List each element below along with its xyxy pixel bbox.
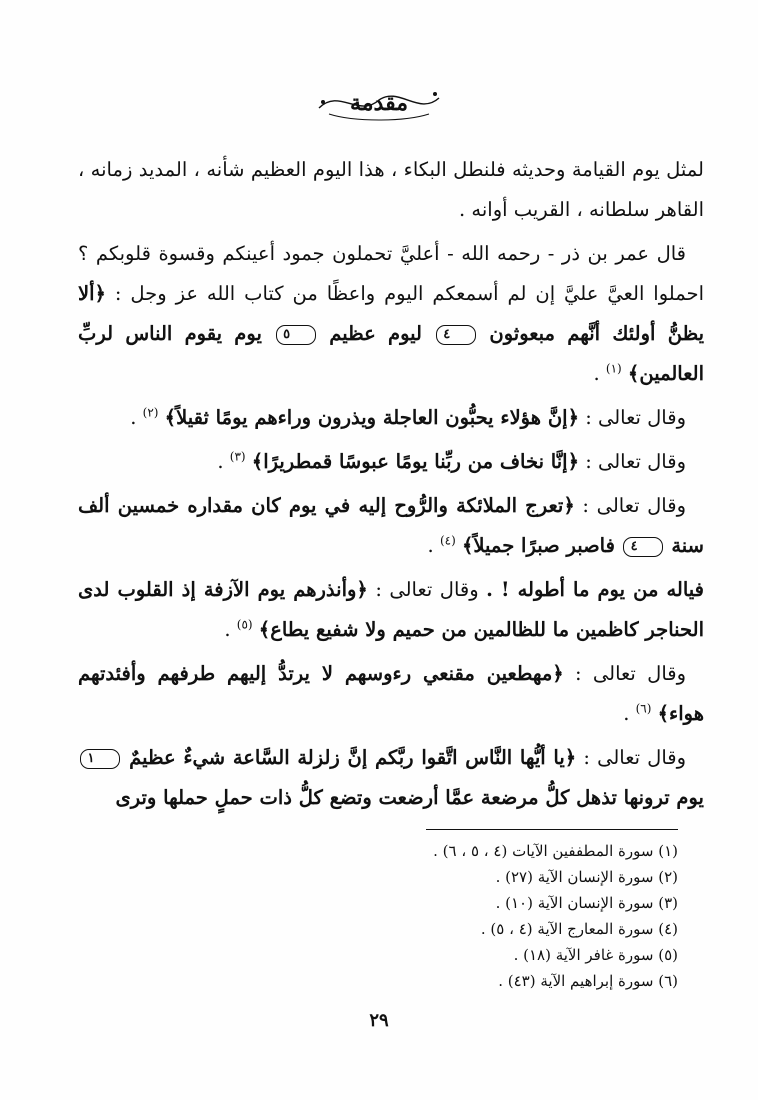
header-ornament <box>309 78 449 126</box>
paragraph-text: قال عمر بن ذر - رحمه الله - أعليَّ تحملون جمود أعينكم وقسوة قلوبكم ؟ احملوا العيَّ عليَّ إن لم أسمعكم اليوم واعظًا من كتاب الله عز وجل : <box>78 242 704 305</box>
footnote-2: (٢) سورة الإنسان الآية (٢٧) . <box>495 868 678 886</box>
quran-verse: ﴿ألا يظنُّ أولئك أنَّهم مبعوثون <box>78 282 704 345</box>
quran-verse: يوم ترونها تذهل كلُّ مرضعة عمَّا أرضعت وتضع كلُّ ذات حملٍ حملها وترى <box>115 786 704 809</box>
quran-verse: ﴿إنَّ هؤلاء يحبُّون العاجلة ويذرون وراءهم يومًا ثقيلاً﴾ <box>164 406 579 429</box>
footnote-divider <box>426 829 678 830</box>
page-number: ٢٩ <box>369 1010 389 1031</box>
quran-verse: يوم يقوم الناس لربِّ العالمين﴾ <box>78 322 704 385</box>
paragraph-4 <box>78 442 704 482</box>
quran-verse: ﴿وأنذرهم يوم الآزفة إذ القلوب لدى الحناجر كاظمين ما للظالمين من حميم ولا شفيع يطاع﴾ <box>78 578 704 641</box>
paragraph-8 <box>78 738 704 818</box>
footnote-reference: (٥) <box>236 617 253 632</box>
quran-verse: ﴿تعرج الملائكة والرُّوح إليه في يوم كان مقداره خمسين ألف سنة <box>78 494 704 557</box>
footnote-reference: (٦) <box>635 701 652 716</box>
punctuation: . <box>427 534 434 557</box>
paragraph-3 <box>78 398 704 438</box>
header-title: مقدمة <box>349 90 409 116</box>
ayah-number-marker: ٤ <box>436 325 476 345</box>
paragraph-text: وقال تعالى : <box>585 406 686 429</box>
quran-verse: ﴿إنَّا نخاف من ربِّنا يومًا عبوسًا قمطريرًا﴾ <box>251 450 579 473</box>
footnote-reference: (١) <box>605 361 622 376</box>
quran-verse: ﴿يا أيُّها النَّاس اتَّقوا ربَّكم إنَّ زلزلة السَّاعة شيءٌ عظيمٌ <box>129 746 577 769</box>
paragraph-text: وقال تعالى : <box>575 662 686 685</box>
punctuation: . <box>593 362 600 385</box>
punctuation: . <box>130 406 137 429</box>
paragraph-7 <box>78 654 704 734</box>
footnote-reference: (٢) <box>142 405 159 420</box>
ayah-number-marker: ٥ <box>276 325 316 345</box>
footnote-5: (٥) سورة غافر الآية (١٨) . <box>513 946 678 964</box>
main-text <box>78 150 704 822</box>
paragraph-text: وقال تعالى : <box>582 494 686 517</box>
paragraph-6 <box>78 570 704 650</box>
paragraph-text: لمثل يوم القيامة وحديثه فلنطل البكاء ، هذا اليوم العظيم شأنه ، المديد زمانه ، القاهر سلطانه ، القريب أوانه . <box>78 158 704 221</box>
footnote-reference: (٤) <box>439 533 456 548</box>
paragraph-text: وقال تعالى : <box>585 450 686 473</box>
paragraph-text: وقال تعالى : <box>583 746 687 769</box>
punctuation: . <box>217 450 224 473</box>
footnote-6: (٦) سورة إبراهيم الآية (٤٣) . <box>498 972 678 990</box>
footnotes <box>300 838 678 994</box>
footnote-1: (١) سورة المطففين الآيات (٤ ، ٥ ، ٦) . <box>433 842 678 860</box>
footnote-4: (٤) سورة المعارج الآية (٤ ، ٥) . <box>480 920 678 938</box>
paragraph-1 <box>78 150 704 230</box>
punctuation: . <box>224 618 231 641</box>
quran-verse: ليوم عظيم <box>329 322 422 345</box>
punctuation: . <box>623 702 630 725</box>
ayah-number-marker: ١ <box>80 749 120 769</box>
ayah-number-marker: ٤ <box>623 537 663 557</box>
paragraph-5 <box>78 486 704 566</box>
emphasis-text: فياله من يوم ما أطوله ! . <box>486 578 704 601</box>
footnote-reference: (٣) <box>229 449 246 464</box>
quran-verse: فاصبر صبرًا جميلاً﴾ <box>461 534 615 557</box>
paragraph-2 <box>78 234 704 394</box>
footnote-3: (٣) سورة الإنسان الآية (١٠) . <box>495 894 678 912</box>
paragraph-text: وقال تعالى : <box>375 578 479 601</box>
quran-verse: ﴿مهطعين مقنعي رءوسهم لا يرتدُّ إليهم طرفهم وأفئدتهم هواء﴾ <box>78 662 704 725</box>
